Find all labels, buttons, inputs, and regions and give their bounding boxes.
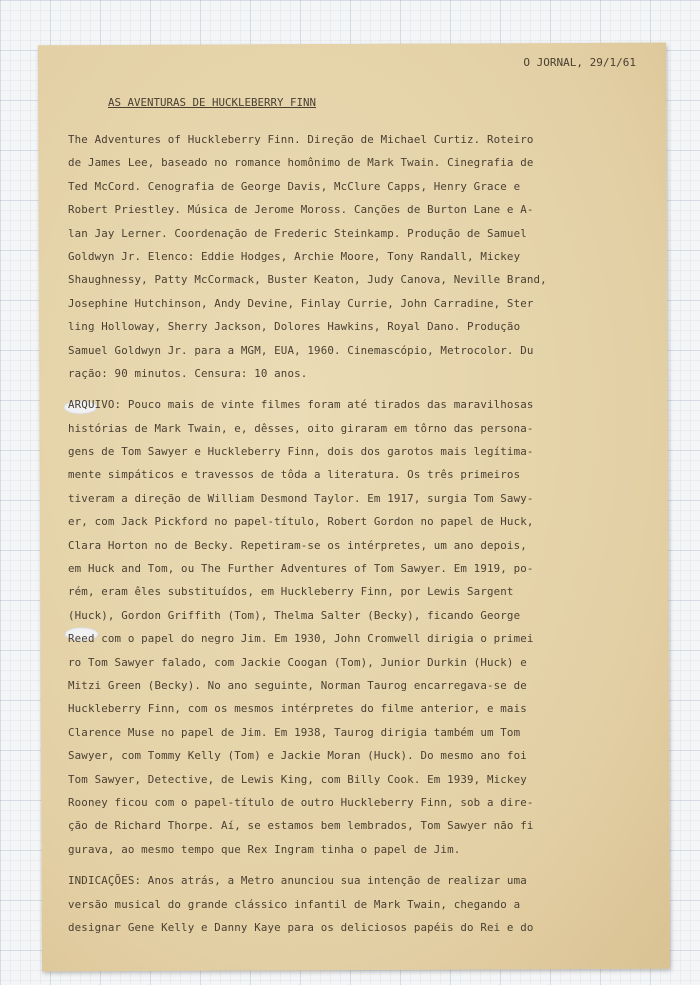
text-line: ling Holloway, Sherry Jackson, Dolores Hawkins, Royal Dano. Produção (68, 320, 521, 334)
text-line: Reed com o papel do negro Jim. Em 1930, John Cromwell dirigia o primei (68, 632, 534, 646)
text-line: em Huck and Tom, ou The Further Adventures of Tom Sawyer. Em 1919, po- (68, 562, 534, 576)
document-body (68, 128, 640, 939)
text-line: versão musical do grande clássico infantil de Mark Twain, chegando a (68, 897, 521, 911)
text-line: (Huck), Gordon Griffith (Tom), Thelma Salter (Becky), ficando George (68, 608, 521, 622)
text-line: rém, eram êles substituídos, em Huckleberry Finn, por Lewis Sargent (68, 585, 514, 599)
text-line: Clarence Muse no papel de Jim. Em 1938, Taurog dirigia também um Tom (68, 725, 521, 739)
document-title: AS AVENTURAS DE HUCKLEBERRY FINN (108, 96, 317, 109)
text-line: ração: 90 minutos. Censura: 10 anos. (68, 366, 308, 380)
newspaper-source: O JORNAL, 29/1/61 (523, 56, 636, 69)
text-line: INDICAÇÕES: Anos atrás, a Metro anunciou sua intenção de realizar uma (68, 874, 527, 888)
text-line: Josephine Hutchinson, Andy Devine, Finlay Currie, John Carradine, Ster (68, 296, 534, 310)
text-line: ção de Richard Thorpe. Aí, se estamos bem lembrados, Tom Sawyer não fi (68, 819, 534, 833)
text-line: designar Gene Kelly e Danny Kaye para os deliciosos papéis do Rei e do (68, 920, 534, 934)
text-line: er, com Jack Pickford no papel-título, Robert Gordon no papel de Huck, (68, 515, 534, 529)
text-line: Sawyer, com Tommy Kelly (Tom) e Jackie Moran (Huck). Do mesmo ano foi (68, 749, 527, 763)
text-line: The Adventures of Huckleberry Finn. Direção de Michael Curtiz. Roteiro (68, 133, 534, 146)
text-line: de James Lee, baseado no romance homônimo de Mark Twain. Cinegrafia de (68, 156, 534, 170)
text-line: Ted McCord. Cenografia de George Davis, McClure Capps, Henry Grace e (68, 179, 521, 193)
text-line: Shaughnessy, Patty McCormack, Buster Keaton, Judy Canova, Neville Brand, (68, 273, 547, 287)
text-line: ARQUIVO: Pouco mais de vinte filmes foram até tirados das maravilhosas (68, 398, 534, 412)
text-line: tiveram a direção de William Desmond Taylor. Em 1917, surgia Tom Sawy- (68, 491, 534, 505)
text-line: Clara Horton no de Becky. Repetiram-se os intérpretes, um ano depois, (68, 538, 527, 552)
text-line: Samuel Goldwyn Jr. para a MGM, EUA, 1960. Cinemascópio, Metrocolor. Du (68, 343, 534, 357)
text-line: Rooney ficou com o papel-título de outro Huckleberry Finn, sob a dire- (68, 795, 534, 809)
text-line: Tom Sawyer, Detective, de Lewis King, com Billy Cook. Em 1939, Mickey (68, 772, 527, 786)
text-line: Goldwyn Jr. Elenco: Eddie Hodges, Archie Moore, Tony Randall, Mickey (68, 249, 521, 263)
text-line: lan Jay Lerner. Coordenação de Frederic Steinkamp. Produção de Samuel (68, 226, 527, 240)
text-line: Huckleberry Finn, com os mesmos intérpretes do filme anterior, e mais (68, 702, 527, 716)
text-line: ro Tom Sawyer falado, com Jackie Coogan (Tom), Junior Durkin (Huck) e (68, 655, 527, 669)
text-line: histórias de Mark Twain, e, dêsses, oito giraram em tôrno das persona- (68, 421, 534, 435)
text-line: mente simpáticos e travessos de tôda a literatura. Os três primeiros (68, 468, 521, 482)
text-line: gens de Tom Sawyer e Huckleberry Finn, dois dos garotos mais legítima- (68, 445, 534, 459)
paragraph-indicacoes (68, 869, 640, 939)
paragraph-arquivo (68, 393, 640, 861)
paragraph-credits (68, 128, 640, 385)
text-line: Mitzi Green (Becky). No ano seguinte, Norman Taurog encarregava-se de (68, 678, 527, 692)
text-line: gurava, ao mesmo tempo que Rex Ingram tinha o papel de Jim. (68, 842, 461, 856)
text-line: Robert Priestley. Música de Jerome Moross. Canções de Burton Lane e A- (68, 203, 534, 217)
